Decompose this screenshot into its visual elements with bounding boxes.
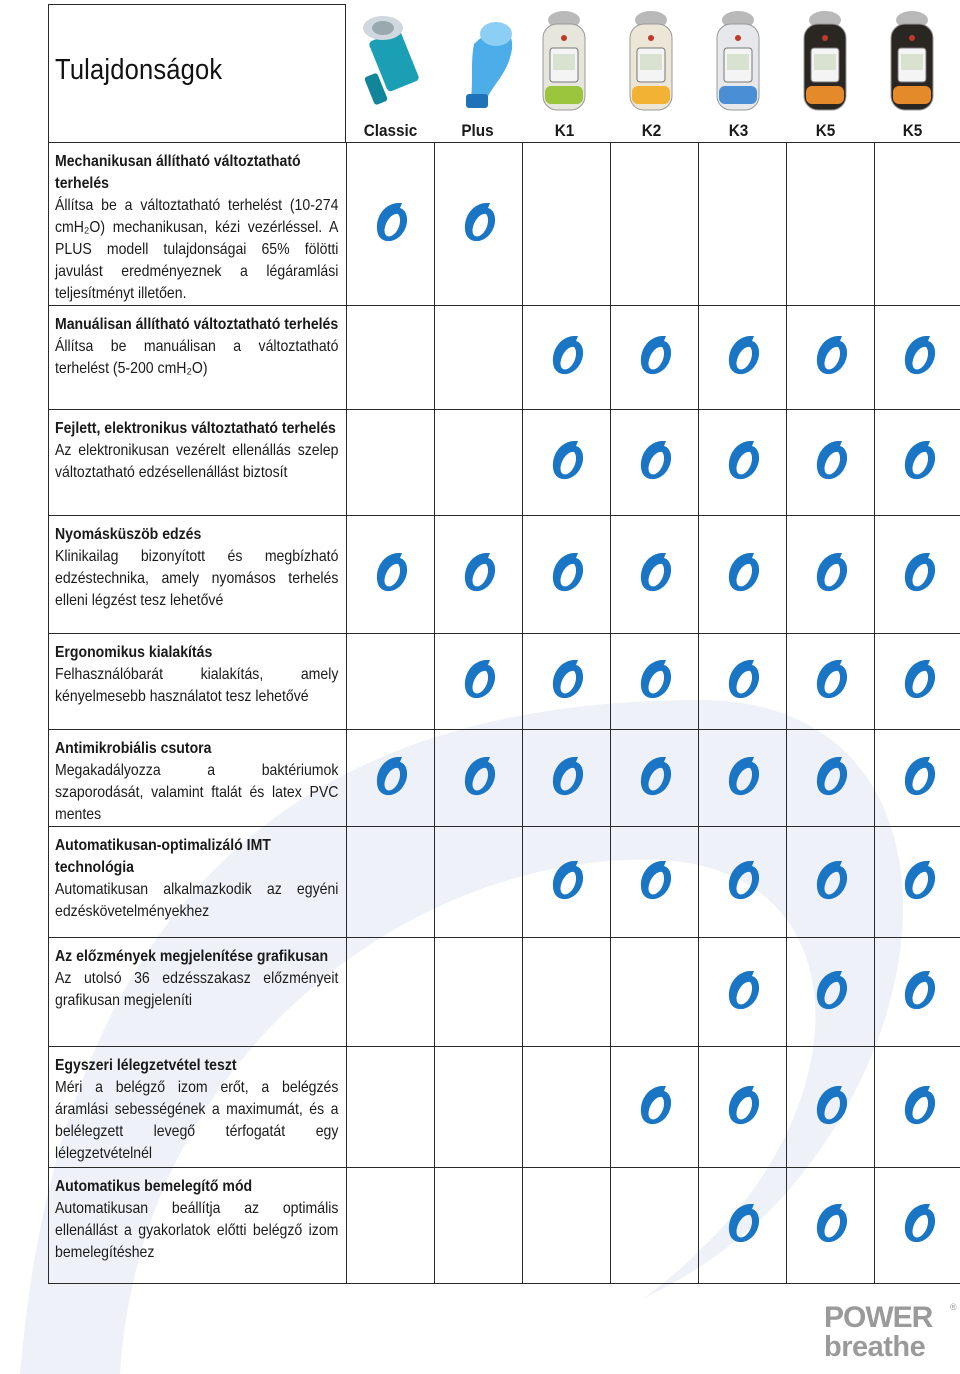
availability-cell xyxy=(611,1168,699,1284)
table-row xyxy=(49,306,960,410)
feature-description: Klinikailag bizonyított és megbízható edzéstechnika, amely nyomásos terhelés elleni légzést tesz lehetővé xyxy=(55,548,339,609)
blue-plus-trainer-image xyxy=(434,4,521,116)
availability-cell xyxy=(523,1168,611,1284)
check-mark-icon xyxy=(900,858,938,902)
check-mark-icon xyxy=(548,333,586,377)
availability-cell xyxy=(347,516,435,634)
product-column-6 xyxy=(869,4,956,144)
availability-cell xyxy=(523,634,611,730)
check-mark-icon xyxy=(812,438,850,482)
check-mark-icon xyxy=(460,550,498,594)
feature-description: Automatikusan alkalmazkodik az egyéni edzéskövetelményekhez xyxy=(55,881,339,920)
black-orange-k-series-device-image xyxy=(782,4,869,116)
feature-cell xyxy=(49,306,347,410)
check-mark-icon xyxy=(900,1201,938,1245)
availability-cell xyxy=(787,516,875,634)
product-name: K5 xyxy=(902,121,923,140)
check-mark-icon xyxy=(724,1201,762,1245)
product-name: K5 xyxy=(815,121,836,140)
product-column-3 xyxy=(608,4,695,144)
check-mark-icon xyxy=(900,754,938,798)
feature-description: Állítsa be a változtatható terhelést (10-274 cmH₂O) mechanikusan, kézi vezérléssel. A PLUS modell tulajdonságai 65% fölötti javulást eredményeznek a légáramlási teljesítményt illetően. xyxy=(55,197,339,302)
product-name: K2 xyxy=(641,121,662,140)
availability-cell xyxy=(787,730,875,827)
feature-title: Mechanikusan állítható változtatható terhelés xyxy=(55,153,301,192)
check-mark-icon xyxy=(900,657,938,701)
availability-cell xyxy=(611,1047,699,1168)
table-row xyxy=(49,410,960,516)
availability-cell xyxy=(611,516,699,634)
availability-cell xyxy=(523,306,611,410)
yellow-k-series-device-image xyxy=(608,4,695,116)
availability-cell xyxy=(523,1047,611,1168)
check-mark-icon xyxy=(636,1083,674,1127)
check-mark-icon xyxy=(636,657,674,701)
product-name: K3 xyxy=(728,121,749,140)
availability-cell xyxy=(347,306,435,410)
check-mark-icon xyxy=(460,200,498,244)
check-mark-icon xyxy=(812,1083,850,1127)
table-row xyxy=(49,634,960,730)
svg-text:®: ® xyxy=(950,1302,957,1312)
availability-cell xyxy=(347,143,435,306)
availability-cell xyxy=(347,410,435,516)
green-k-series-device-image xyxy=(521,4,608,116)
availability-cell xyxy=(347,827,435,938)
check-mark-icon xyxy=(724,438,762,482)
check-mark-icon xyxy=(724,1083,762,1127)
availability-cell xyxy=(523,410,611,516)
table-row xyxy=(49,1047,960,1168)
availability-cell xyxy=(611,410,699,516)
availability-cell xyxy=(611,143,699,306)
availability-cell xyxy=(787,306,875,410)
table-row xyxy=(49,516,960,634)
feature-description: Az utolsó 36 edzésszakasz előzményeit grafikusan megjeleníti xyxy=(55,970,339,1009)
check-mark-icon xyxy=(900,333,938,377)
blue-k-series-device-image xyxy=(695,4,782,116)
availability-cell xyxy=(611,938,699,1047)
availability-cell xyxy=(347,1168,435,1284)
availability-cell xyxy=(523,827,611,938)
check-mark-icon xyxy=(812,858,850,902)
availability-cell xyxy=(787,938,875,1047)
product-column-1 xyxy=(434,4,521,144)
availability-cell xyxy=(787,410,875,516)
availability-cell xyxy=(875,730,960,827)
availability-cell xyxy=(435,516,523,634)
table-row xyxy=(49,143,960,306)
availability-cell xyxy=(435,938,523,1047)
check-mark-icon xyxy=(812,550,850,594)
feature-description: Méri a belégző izom erőt, a belégzés áramlási sebességének a maximumát, és a belélegzett levegő térfogatát egy lélegzetvételnél xyxy=(55,1079,339,1162)
check-mark-icon xyxy=(460,754,498,798)
availability-cell xyxy=(699,1047,787,1168)
black-orange-k-series-device-image xyxy=(869,4,956,116)
feature-title: Automatikusan-optimalizáló IMT technológia xyxy=(55,837,271,876)
feature-title: Az előzmények megjelenítése grafikusan xyxy=(55,948,329,965)
availability-cell xyxy=(875,516,960,634)
table-row xyxy=(49,938,960,1047)
availability-cell xyxy=(699,634,787,730)
table-row xyxy=(49,1168,960,1284)
check-mark-icon xyxy=(636,438,674,482)
availability-cell xyxy=(611,634,699,730)
availability-cell xyxy=(347,1047,435,1168)
availability-cell xyxy=(787,1047,875,1168)
blue-classic-trainer-image xyxy=(347,4,434,116)
availability-cell xyxy=(523,938,611,1047)
availability-cell xyxy=(435,634,523,730)
check-mark-icon xyxy=(548,550,586,594)
check-mark-icon xyxy=(636,858,674,902)
availability-cell xyxy=(435,143,523,306)
feature-cell xyxy=(49,1168,347,1284)
feature-cell xyxy=(49,730,347,827)
availability-cell xyxy=(699,410,787,516)
feature-cell xyxy=(49,143,347,306)
feature-cell xyxy=(49,410,347,516)
check-mark-icon xyxy=(812,754,850,798)
availability-cell xyxy=(523,730,611,827)
check-mark-icon xyxy=(372,200,410,244)
availability-cell xyxy=(699,143,787,306)
availability-cell xyxy=(611,827,699,938)
check-mark-icon xyxy=(724,754,762,798)
check-mark-icon xyxy=(372,550,410,594)
check-mark-icon xyxy=(900,1083,938,1127)
feature-title: Nyomásküszöb edzés xyxy=(55,526,202,543)
availability-cell xyxy=(875,1168,960,1284)
availability-cell xyxy=(347,634,435,730)
svg-text:POWER: POWER xyxy=(824,1301,933,1334)
check-mark-icon xyxy=(548,657,586,701)
availability-cell xyxy=(435,730,523,827)
check-mark-icon xyxy=(548,438,586,482)
availability-cell xyxy=(875,827,960,938)
availability-cell xyxy=(787,634,875,730)
check-mark-icon xyxy=(812,968,850,1012)
feature-comparison-table xyxy=(48,142,960,1284)
availability-cell xyxy=(875,143,960,306)
page-title: Tulajdonságok xyxy=(55,54,223,86)
availability-cell xyxy=(347,938,435,1047)
check-mark-icon xyxy=(636,333,674,377)
availability-cell xyxy=(523,143,611,306)
table-row xyxy=(49,827,960,938)
check-mark-icon xyxy=(636,754,674,798)
check-mark-icon xyxy=(812,657,850,701)
feature-cell xyxy=(49,516,347,634)
feature-title: Ergonomikus kialakítás xyxy=(55,644,213,661)
check-mark-icon xyxy=(812,333,850,377)
feature-title: Egyszeri lélegzetvétel teszt xyxy=(55,1057,237,1074)
check-mark-icon xyxy=(724,858,762,902)
feature-title: Manuálisan állítható változtatható terhelés xyxy=(55,316,339,333)
availability-cell xyxy=(787,143,875,306)
availability-cell xyxy=(523,516,611,634)
feature-description: Az elektronikusan vezérelt ellenállás szelep változtatható edzésellenállást biztosít xyxy=(55,442,339,481)
availability-cell xyxy=(699,1168,787,1284)
product-name: K1 xyxy=(554,121,575,140)
availability-cell xyxy=(435,827,523,938)
availability-cell xyxy=(875,410,960,516)
feature-title: Automatikus bemelegítő mód xyxy=(55,1178,253,1195)
product-name: Plus xyxy=(461,121,494,140)
availability-cell xyxy=(611,306,699,410)
availability-cell xyxy=(699,516,787,634)
product-column-0 xyxy=(347,4,434,144)
availability-cell xyxy=(611,730,699,827)
feature-description: Állítsa be manuálisan a változtatható terhelést (5-200 cmH₂O) xyxy=(55,338,339,377)
feature-cell xyxy=(49,938,347,1047)
availability-cell xyxy=(699,730,787,827)
check-mark-icon xyxy=(724,968,762,1012)
svg-text:breathe: breathe xyxy=(824,1331,926,1360)
availability-cell xyxy=(435,410,523,516)
check-mark-icon xyxy=(900,438,938,482)
availability-cell xyxy=(435,1047,523,1168)
check-mark-icon xyxy=(724,550,762,594)
product-column-4 xyxy=(695,4,782,144)
check-mark-icon xyxy=(372,754,410,798)
check-mark-icon xyxy=(724,333,762,377)
availability-cell xyxy=(875,938,960,1047)
feature-title: Antimikrobiális csutora xyxy=(55,740,212,757)
feature-title: Fejlett, elektronikus változtatható terhelés xyxy=(55,420,336,437)
feature-cell xyxy=(49,1047,347,1168)
product-header-row xyxy=(347,0,956,142)
availability-cell xyxy=(787,827,875,938)
table-row xyxy=(49,730,960,827)
check-mark-icon xyxy=(900,550,938,594)
check-mark-icon xyxy=(812,1201,850,1245)
feature-cell xyxy=(49,634,347,730)
availability-cell xyxy=(347,730,435,827)
availability-cell xyxy=(699,938,787,1047)
feature-cell xyxy=(49,827,347,938)
check-mark-icon xyxy=(548,754,586,798)
check-mark-icon xyxy=(900,968,938,1012)
product-column-5 xyxy=(782,4,869,144)
availability-cell xyxy=(787,1168,875,1284)
feature-description: Felhasználóbarát kialakítás, amely kényelmesebb használatot tesz lehetővé xyxy=(55,666,339,705)
check-mark-icon xyxy=(460,657,498,701)
availability-cell xyxy=(875,1047,960,1168)
powerbreathe-logo xyxy=(822,1300,958,1360)
check-mark-icon xyxy=(636,550,674,594)
product-column-2 xyxy=(521,4,608,144)
availability-cell xyxy=(699,306,787,410)
feature-description: Megakadályozza a baktériumok szaporodását, valamint ftalát és latex PVC mentes xyxy=(55,762,339,823)
product-name: Classic xyxy=(363,121,418,140)
availability-cell xyxy=(875,634,960,730)
availability-cell xyxy=(875,306,960,410)
check-mark-icon xyxy=(548,858,586,902)
feature-description: Automatikusan beállítja az optimális ellenállást a gyakorlatok előtti belégző izom bemelegítéshez xyxy=(55,1200,339,1261)
availability-cell xyxy=(435,1168,523,1284)
availability-cell xyxy=(435,306,523,410)
check-mark-icon xyxy=(724,657,762,701)
availability-cell xyxy=(699,827,787,938)
